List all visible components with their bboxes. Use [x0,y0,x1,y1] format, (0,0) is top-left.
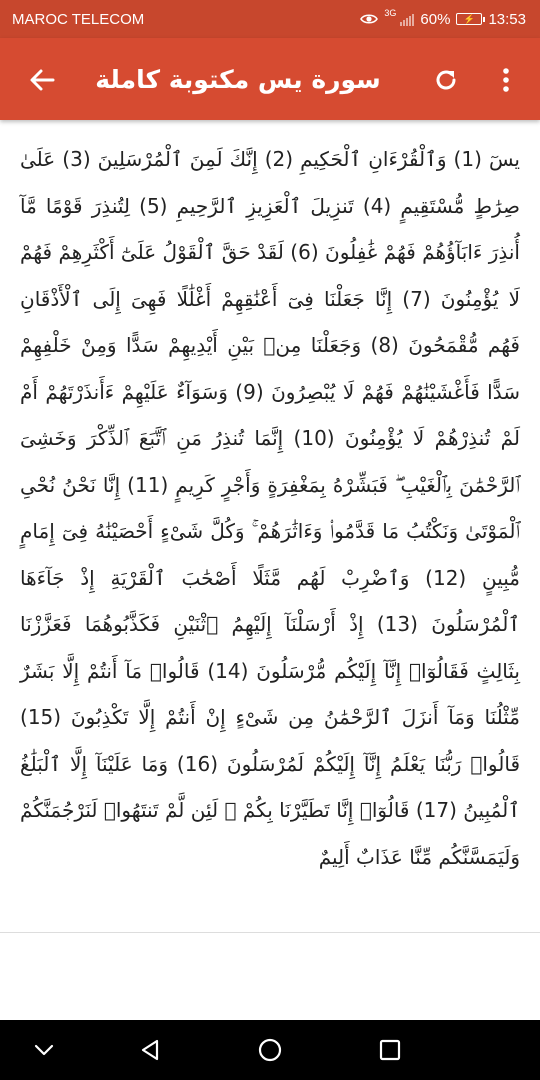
page-title: سورة يس مكتوبة كاملة [95,64,381,94]
overflow-menu-button[interactable] [492,62,520,98]
signal-icon [400,13,414,26]
carrier-name: MAROC TELECOM [12,10,145,28]
status-icons [360,8,526,28]
home-circle-icon [257,1037,283,1063]
refresh-button[interactable] [428,62,464,98]
back-triangle-icon [139,1038,161,1062]
nav-home-button[interactable] [252,1032,288,1068]
network-type: 3G [384,8,397,18]
more-vert-icon [502,67,510,93]
recents-square-icon [378,1038,402,1062]
app-bar [0,38,540,120]
back-button[interactable] [24,62,60,98]
nav-back-button[interactable] [132,1032,168,1068]
chevron-down-icon [33,1043,55,1057]
status-bar [0,0,540,38]
battery-percent: 60% [420,10,451,28]
hide-nav-button[interactable] [26,1032,62,1068]
nav-recents-button[interactable] [372,1032,408,1068]
refresh-icon [433,67,459,93]
back-arrow-icon [29,68,55,92]
content-divider [0,932,540,933]
battery-icon: ⚡ [456,13,482,25]
navigation-bar [0,1020,540,1080]
clock: 13:53 [488,10,526,28]
surah-content[interactable] [0,120,540,932]
eye-icon [360,12,378,26]
surah-text: يسٓ (1) وَٱلْقُرْءَانِ ٱلْحَكِيمِ (2) إِنَّكَ لَمِنَ ٱلْمُرْسَلِينَ (3) عَلَىٰ صِرَٰطٍ مُّسْتَقِيمٍ (4) تَنزِيلَ ٱلْعَزِيزِ ٱلرَّحِيمِ (5) لِتُنذِرَ قَوْمًا مَّآ أُنذِرَ ءَابَآؤُهُمْ فَهُمْ غَٰفِلُونَ (6) لَقَدْ حَقَّ ٱلْقَوْلُ عَلَىٰٓ أَكْثَرِهِمْ فَهُمْ لَا يُؤْمِنُونَ (7) إِنَّا جَعَلْنَا فِىٓ أَعْنَٰقِهِمْ أَغْلَٰلًا فَهِىَ إِلَى ٱلْأَذْقَانِ فَهُم مُّقْمَحُونَ (8) وَجَعَلْنَا مِنۢ بَيْنِ أَيْدِيهِمْ سَدًّا وَمِنْ خَلْفِهِمْ سَدًّا فَأَغْشَيْنَٰهُمْ فَهُمْ لَا يُبْصِرُونَ (9) وَسَوَآءٌ عَلَيْهِمْ ءَأَنذَرْتَهُمْ أَمْ لَمْ تُنذِرْهُمْ لَا يُؤْمِنُونَ (10) إِنَّمَا تُنذِرُ مَنِ ٱتَّبَعَ ٱلذِّكْرَ وَخَشِىَ ٱلرَّحْمَٰنَ بِٱلْغَيْبِ ۖ فَبَشِّرْهُ بِمَغْفِرَةٍ وَأَجْرٍ كَرِيمٍ (11) إِنَّا نَحْنُ نُحْىِ ٱلْمَوْتَىٰ وَنَكْتُبُ مَا قَدَّمُوا۟ وَءَاثَٰرَهُمْ ۚ وَكُلَّ شَىْءٍ أَحْصَيْنَٰهُ فِىٓ إِمَامٍ مُّبِينٍ (12) وَٱضْرِبْ لَهُم مَّثَلًا أَصْحَٰبَ ٱلْقَرْيَةِ إِذْ جَآءَهَا ٱلْمُرْسَلُونَ (13) إِذْ أَرْسَلْنَآ إِلَيْهِمُ ٱثْنَيْنِ فَكَذَّبُوهُمَا فَعَزَّزْنَا بِثَالِثٍ فَقَالُوٓا۟ إِنَّآ إِلَيْكُم مُّرْسَلُونَ (14) قَالُوا۟ مَآ أَنتُمْ إِلَّا بَشَرٌ مِّثْلُنَا وَمَآ أَنزَلَ ٱلرَّحْمَٰنُ مِن شَىْءٍ إِنْ أَنتُمْ إِلَّا تَكْذِبُونَ (15) قَالُوا۟ رَبُّنَا يَعْلَمُ إِنَّآ إِلَيْكُمْ لَمُرْسَلُونَ (16) وَمَا عَلَيْنَآ إِلَّا ٱلْبَلَٰغُ ٱلْمُبِينُ (17) قَالُوٓا۟ إِنَّا تَطَيَّرْنَا بِكُمْ ۖ لَئِن لَّمْ تَنتَهُوا۟ لَنَرْجُمَنَّكُمْ وَلَيَمَسَّنَّكُم مِّنَّا عَذَابٌ أَلِيمٌ [20,147,521,869]
